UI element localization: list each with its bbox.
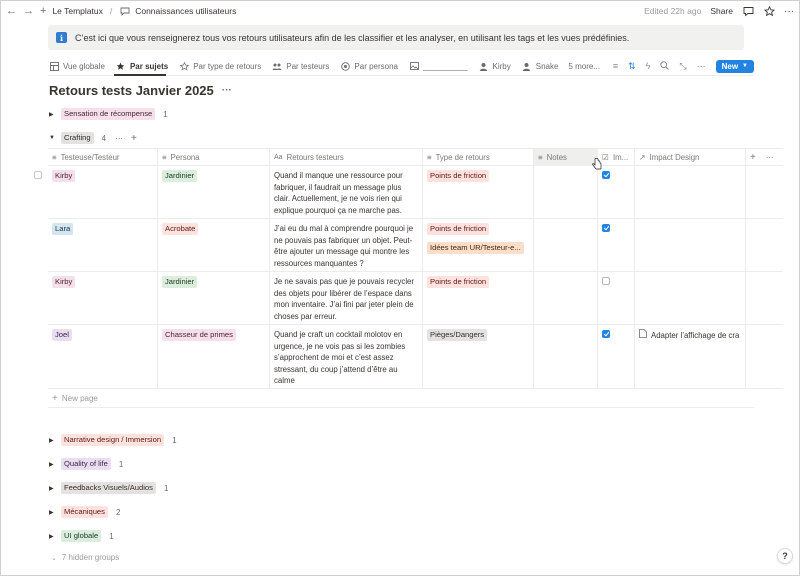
target-icon bbox=[339, 60, 351, 72]
column-header-feedback[interactable] bbox=[270, 149, 423, 166]
cell-tester[interactable] bbox=[48, 166, 158, 218]
table-row[interactable] bbox=[48, 219, 783, 272]
group-count: 1 bbox=[163, 483, 169, 493]
cell-persona[interactable] bbox=[158, 219, 270, 271]
collapsed-triangle-icon[interactable]: ▶ bbox=[49, 533, 54, 540]
tab-label: Kirby bbox=[492, 61, 511, 71]
hidden-groups-toggle[interactable] bbox=[51, 553, 119, 562]
topbar-actions bbox=[644, 5, 794, 17]
help-icon: ? bbox=[782, 551, 788, 561]
cell-type[interactable] bbox=[423, 325, 534, 388]
group-label: Quality of life bbox=[61, 458, 111, 470]
text-type-icon: Aa bbox=[274, 154, 283, 161]
info-icon: i bbox=[56, 32, 67, 43]
tab-label: Vue globale bbox=[63, 61, 105, 71]
group-header[interactable] bbox=[49, 482, 168, 494]
cell-im[interactable] bbox=[598, 219, 635, 271]
plus-icon: + bbox=[52, 393, 58, 404]
tester-tag: Lara bbox=[52, 223, 73, 235]
group-count: 2 bbox=[115, 507, 121, 517]
checkbox[interactable] bbox=[602, 277, 610, 285]
sort-icon[interactable]: ⇅ bbox=[628, 60, 636, 71]
new-button[interactable] bbox=[716, 60, 754, 73]
cell-feedback[interactable] bbox=[270, 325, 423, 388]
type-tag: Points de friction bbox=[427, 223, 489, 235]
group-count: 1 bbox=[109, 531, 114, 541]
type-tag: Pièges/Dangers bbox=[427, 329, 487, 341]
group-add-icon[interactable]: + bbox=[131, 132, 137, 144]
breadcrumb-workspace[interactable]: Le Templatux bbox=[52, 6, 103, 16]
group-count: 1 bbox=[172, 435, 177, 445]
image-icon bbox=[408, 60, 420, 72]
cell-persona[interactable] bbox=[158, 325, 270, 388]
new-page-label: New page bbox=[61, 394, 98, 403]
star-icon[interactable] bbox=[763, 5, 775, 17]
group-label: Mécaniques bbox=[61, 506, 108, 518]
cell-im[interactable] bbox=[598, 166, 635, 218]
expanded-triangle-icon[interactable]: ▼ bbox=[49, 135, 55, 141]
column-header-tester[interactable] bbox=[48, 149, 158, 166]
cell-tester[interactable] bbox=[48, 325, 158, 388]
star-filled-icon bbox=[115, 60, 127, 72]
collapsed-triangle-icon[interactable]: ▶ bbox=[49, 509, 54, 516]
tab-par-persona[interactable] bbox=[339, 60, 398, 72]
star-outline-icon bbox=[178, 60, 190, 72]
column-title: Testeuse/Testeur bbox=[60, 153, 120, 162]
persona-tag: Chasseur de primes bbox=[162, 329, 236, 341]
list-icon: ≡ bbox=[52, 153, 57, 162]
tester-tag: Kirby bbox=[52, 276, 75, 288]
group-header[interactable] bbox=[49, 530, 114, 542]
table-header bbox=[48, 148, 783, 166]
cell-notes[interactable] bbox=[534, 325, 598, 388]
relation-arrow-icon: ↗ bbox=[639, 153, 646, 162]
tab-blank[interactable] bbox=[408, 60, 468, 72]
tab-label: Par sujets bbox=[129, 61, 169, 71]
tester-tag: Kirby bbox=[52, 170, 75, 182]
share-button[interactable]: Share bbox=[710, 6, 733, 16]
breadcrumb bbox=[52, 5, 236, 17]
document-icon bbox=[639, 329, 647, 342]
tab-label: Par persona bbox=[354, 61, 398, 71]
column-title: Impact Design bbox=[649, 153, 700, 162]
persona-tag: Acrobate bbox=[162, 223, 198, 235]
cell-tester[interactable] bbox=[48, 272, 158, 324]
search-icon[interactable] bbox=[660, 61, 669, 72]
impact-relation[interactable] bbox=[639, 329, 741, 342]
comment-icon[interactable] bbox=[742, 5, 754, 17]
edited-timestamp: Edited 22h ago bbox=[644, 6, 702, 16]
database-options-icon[interactable]: ··· bbox=[221, 85, 232, 96]
group-label: UI globale bbox=[61, 530, 101, 542]
person-icon bbox=[521, 60, 533, 72]
column-title: Persona bbox=[170, 153, 200, 162]
table-icon bbox=[48, 60, 60, 72]
column-header-impact-design[interactable] bbox=[635, 149, 746, 166]
group-options-icon[interactable]: ··· bbox=[115, 133, 124, 143]
back-arrow-icon[interactable]: ← bbox=[6, 5, 17, 17]
row-select-checkbox[interactable] bbox=[34, 171, 42, 179]
tab-par-sujets[interactable] bbox=[115, 60, 168, 72]
chevron-down-icon[interactable]: ▼ bbox=[742, 63, 748, 69]
group-label: Crafting bbox=[61, 132, 94, 144]
filter-icon[interactable]: ≡ bbox=[612, 61, 619, 71]
group-count: 1 bbox=[163, 109, 168, 119]
database-title bbox=[49, 83, 232, 98]
checkbox[interactable] bbox=[602, 224, 610, 232]
forward-arrow-icon[interactable]: → bbox=[23, 5, 34, 17]
people-icon bbox=[271, 60, 283, 72]
expand-icon[interactable]: ⤡ bbox=[679, 60, 687, 71]
tab-vue-globale[interactable] bbox=[48, 60, 105, 72]
tab-par-testeurs[interactable] bbox=[271, 60, 329, 72]
cell-im[interactable] bbox=[598, 325, 635, 388]
breadcrumb-separator: / bbox=[109, 6, 113, 16]
table-row[interactable] bbox=[48, 325, 783, 389]
feedback-text: Je ne savais pas que je pouvais recycler des objets pour libérer de l’espace dans mon inventaire. J’ai fini par jeter plein de choses par erreur. bbox=[274, 277, 414, 321]
group-label: Sensation de récompense bbox=[61, 108, 155, 120]
column-title: Retours testeurs bbox=[286, 153, 344, 162]
table-row[interactable] bbox=[48, 272, 783, 325]
column-header-type[interactable] bbox=[423, 149, 534, 166]
group-header[interactable] bbox=[49, 458, 123, 470]
feedback-text: Quand il manque une ressource pour fabriquer, il faudrait un message plus clair. Actuellement, je ne vois rien qui explique pourquoi ça ne marche pas. bbox=[274, 171, 403, 215]
tab-par-type-de-retours[interactable] bbox=[178, 60, 261, 72]
lightning-icon[interactable]: ϟ bbox=[645, 61, 651, 71]
hand-cursor-icon bbox=[592, 158, 602, 172]
cell-impact[interactable] bbox=[635, 325, 746, 388]
cell-feedback[interactable] bbox=[270, 219, 423, 271]
column-header-notes[interactable] bbox=[534, 149, 598, 166]
chevron-down-icon: ⌄ bbox=[51, 554, 57, 562]
cell-impact[interactable] bbox=[635, 272, 746, 324]
column-title: Notes bbox=[546, 153, 567, 162]
tester-tag: Joel bbox=[52, 329, 72, 341]
cell-notes[interactable] bbox=[534, 166, 598, 218]
group-label: Feedbacks Visuels/Audios bbox=[61, 482, 156, 494]
cell-feedback[interactable] bbox=[270, 166, 423, 218]
speech-bubble-icon bbox=[119, 5, 131, 17]
cell-impact[interactable] bbox=[635, 219, 746, 271]
new-page-button[interactable] bbox=[52, 393, 98, 404]
cell-notes[interactable] bbox=[534, 219, 598, 271]
column-header-persona[interactable] bbox=[158, 149, 270, 166]
add-column-icon[interactable]: + bbox=[750, 152, 756, 163]
group-label: Narrative design / Immersion bbox=[61, 434, 164, 446]
history-nav bbox=[6, 5, 46, 17]
column-header-im[interactable] bbox=[598, 149, 635, 166]
view-toolbar bbox=[613, 60, 754, 73]
tab-snake[interactable] bbox=[521, 60, 559, 72]
cell-tester[interactable] bbox=[48, 219, 158, 271]
list-icon: ≡ bbox=[162, 153, 167, 162]
tab-label: __________ bbox=[423, 61, 468, 71]
table-row[interactable] bbox=[48, 166, 783, 219]
tab-kirby[interactable] bbox=[478, 60, 511, 72]
collapsed-triangle-icon[interactable]: ▶ bbox=[49, 461, 54, 468]
view-tabs bbox=[48, 58, 754, 74]
breadcrumb-page[interactable]: Connaissances utilisateurs bbox=[135, 6, 237, 16]
group-count: 1 bbox=[118, 459, 124, 469]
top-bar bbox=[0, 0, 800, 22]
group-header-open[interactable] bbox=[49, 132, 137, 144]
list-icon: ≡ bbox=[427, 153, 432, 162]
group-header[interactable] bbox=[49, 108, 168, 120]
impact-text: Adapter l’affichage de cra bbox=[651, 330, 740, 340]
checkbox[interactable] bbox=[602, 330, 610, 338]
checkbox[interactable] bbox=[602, 171, 610, 179]
column-actions bbox=[746, 149, 783, 166]
cell-type[interactable] bbox=[423, 272, 534, 324]
group-count: 4 bbox=[101, 133, 107, 143]
group-header[interactable] bbox=[49, 434, 177, 446]
person-icon bbox=[478, 60, 490, 72]
checkbox-type-icon: ☑ bbox=[602, 153, 609, 162]
database-title-text[interactable]: Retours tests Janvier 2025 bbox=[49, 83, 214, 98]
tab-label: Snake bbox=[535, 61, 559, 71]
info-callout bbox=[48, 25, 744, 50]
type-tag: Idées team UR/Testeur-e... bbox=[427, 242, 524, 254]
type-tag: Points de friction bbox=[427, 170, 489, 182]
view-options-icon[interactable]: ··· bbox=[696, 61, 706, 71]
tab-label: Par type de retours bbox=[193, 61, 262, 71]
feedback-text: Quand je craft un cocktail molotov en urgence, je ne vois pas si les zombies s’approchent de moi et c’est assez stressant, du coup j’attend d’être au calme bbox=[274, 330, 406, 385]
persona-tag: Jardinier bbox=[162, 170, 197, 182]
column-title: Type de retours bbox=[435, 153, 490, 162]
column-title: Im... bbox=[613, 153, 629, 162]
help-button[interactable] bbox=[777, 548, 793, 564]
group-header[interactable] bbox=[49, 506, 120, 518]
callout-text: C’est ici que vous renseignerez tous vos retours utilisateurs afin de les classifier et les analyser, en utilisant les tags et les vues prédéfinies. bbox=[75, 32, 630, 43]
cell-type[interactable] bbox=[423, 166, 534, 218]
cell-persona[interactable] bbox=[158, 272, 270, 324]
cell-notes[interactable] bbox=[534, 272, 598, 324]
cell-im[interactable] bbox=[598, 272, 635, 324]
collapsed-triangle-icon[interactable]: ▶ bbox=[49, 111, 54, 118]
cell-feedback[interactable] bbox=[270, 272, 423, 324]
add-icon[interactable]: + bbox=[40, 5, 47, 17]
cell-type[interactable] bbox=[423, 219, 534, 271]
cell-impact[interactable] bbox=[635, 166, 746, 218]
column-options-icon[interactable]: ··· bbox=[765, 153, 774, 162]
text-lines-icon: ≡ bbox=[538, 153, 543, 162]
tab-more[interactable] bbox=[568, 62, 600, 71]
tab-label: Par testeurs bbox=[286, 61, 330, 71]
hidden-groups-label: 7 hidden groups bbox=[61, 553, 120, 562]
cell-persona[interactable] bbox=[158, 166, 270, 218]
persona-tag: Jardinier bbox=[162, 276, 197, 288]
collapsed-triangle-icon[interactable]: ▶ bbox=[49, 437, 54, 444]
active-tab-underline bbox=[114, 74, 166, 76]
tab-more-label: 5 more... bbox=[568, 61, 600, 71]
more-options-icon[interactable]: ··· bbox=[784, 5, 794, 17]
type-tag: Points de friction bbox=[427, 276, 489, 288]
new-page-divider bbox=[48, 407, 754, 408]
new-button-label: New bbox=[721, 61, 739, 71]
feedback-text: J’ai eu du mal à comprendre pourquoi je ne pouvais pas fabriquer un objet. Peut-être ajouter un message qui montre les ressources manquantes ? bbox=[274, 224, 414, 268]
collapsed-triangle-icon[interactable]: ▶ bbox=[49, 485, 54, 492]
